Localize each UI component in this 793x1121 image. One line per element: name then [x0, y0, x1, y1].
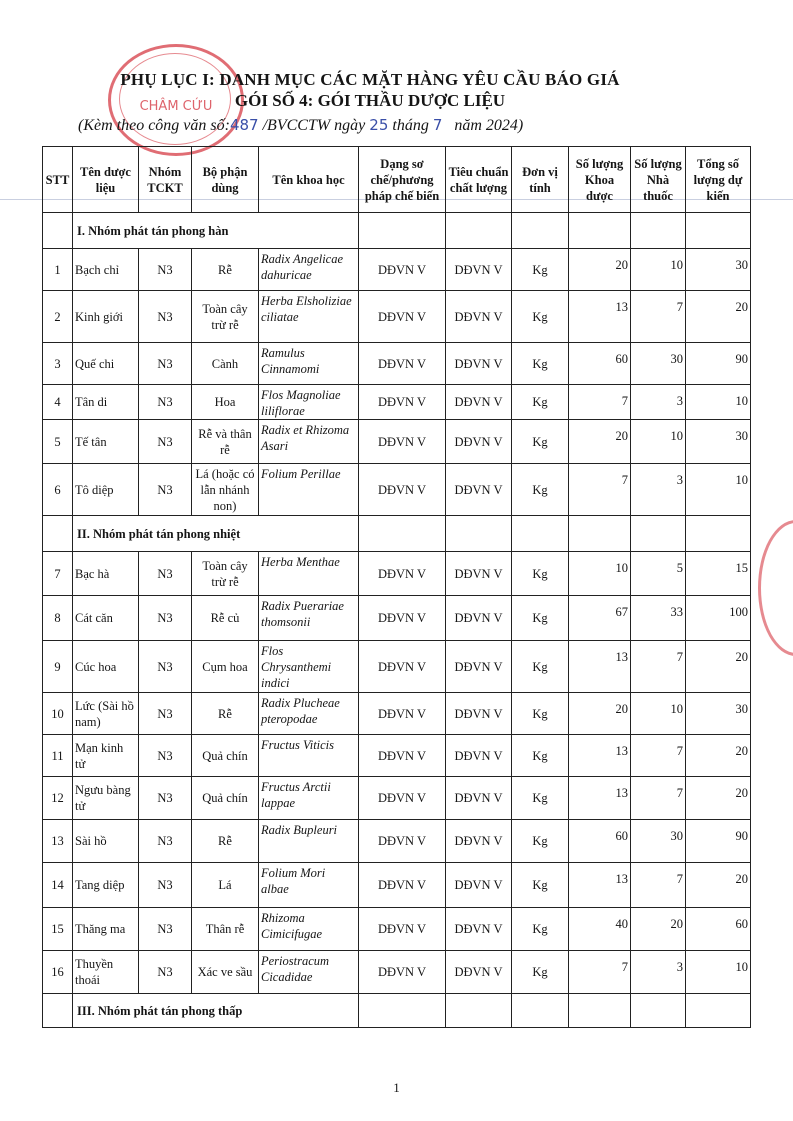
group-label: III. Nhóm phát tán phong thấp	[73, 994, 359, 1028]
cell-proc: DĐVN V	[359, 820, 446, 863]
day-value: 25	[369, 116, 389, 134]
cell-part: Lá	[192, 863, 259, 908]
cell-sci: Radix Bupleuri	[259, 820, 359, 863]
cell-total: 30	[686, 420, 751, 464]
cell-stt: 7	[43, 552, 73, 596]
cell-part: Thân rễ	[192, 908, 259, 951]
cell-part: Lá (hoặc có lẫn nhánh non)	[192, 464, 259, 516]
cell-part: Toàn cây trừ rễ	[192, 552, 259, 596]
cell-stt: 11	[43, 735, 73, 777]
group-row	[43, 994, 751, 1028]
cell-part: Rễ và thân rễ	[192, 420, 259, 464]
cell-nt: 10	[631, 420, 686, 464]
cell-stt: 16	[43, 951, 73, 994]
cell-unit: Kg	[512, 249, 569, 291]
col-header: Tên khoa học	[259, 147, 359, 213]
cell-part: Toàn cây trừ rễ	[192, 291, 259, 343]
cell-sci: Radix Angelicae dahuricae	[259, 249, 359, 291]
cell-std: DĐVN V	[446, 641, 512, 693]
cell-unit: Kg	[512, 291, 569, 343]
table-row	[43, 343, 751, 385]
cell-stt: 2	[43, 291, 73, 343]
cell-sci: Radix et Rhizoma Asari	[259, 420, 359, 464]
cell-name: Tô diệp	[73, 464, 139, 516]
cell-std: DĐVN V	[446, 420, 512, 464]
cell-nt: 7	[631, 777, 686, 820]
cell-nt: 33	[631, 596, 686, 641]
cell-total: 30	[686, 249, 751, 291]
cell-stt: 14	[43, 863, 73, 908]
cell-proc: DĐVN V	[359, 951, 446, 994]
cell-nt: 30	[631, 820, 686, 863]
table-row	[43, 596, 751, 641]
cell-name: Thuyền thoái	[73, 951, 139, 994]
table-row	[43, 249, 751, 291]
table-row	[43, 863, 751, 908]
cell-total: 20	[686, 291, 751, 343]
cell-kd: 13	[569, 863, 631, 908]
cell-total: 20	[686, 735, 751, 777]
red-seal-stamp: CHÂM CỨU	[108, 44, 244, 156]
document-reference: (Kèm theo công văn số:487 /BVCCTW ngày 25 tháng 7 năm 2024)	[78, 116, 524, 134]
cell-proc: DĐVN V	[359, 464, 446, 516]
cell-kd: 13	[569, 777, 631, 820]
table-header-row	[43, 147, 751, 213]
group-row	[43, 213, 751, 249]
cell-unit: Kg	[512, 385, 569, 420]
cell-stt: 3	[43, 343, 73, 385]
cell-sci: Periostracum Cicadidae	[259, 951, 359, 994]
cell-grp: N3	[139, 249, 192, 291]
cell-grp: N3	[139, 951, 192, 994]
cell-proc: DĐVN V	[359, 291, 446, 343]
cell-part: Rễ	[192, 820, 259, 863]
cell-total: 15	[686, 552, 751, 596]
cell-grp: N3	[139, 735, 192, 777]
cell-name: Bạch chỉ	[73, 249, 139, 291]
cell-name: Tế tân	[73, 420, 139, 464]
cell-kd: 13	[569, 735, 631, 777]
cell-total: 10	[686, 385, 751, 420]
cell-kd: 20	[569, 693, 631, 735]
cell-name: Cát căn	[73, 596, 139, 641]
cell-stt: 6	[43, 464, 73, 516]
cell-unit: Kg	[512, 735, 569, 777]
cell-std: DĐVN V	[446, 596, 512, 641]
title-line-1: PHỤ LỤC I: DANH MỤC CÁC MẶT HÀNG YÊU CẦU BÁO GIÁ	[120, 70, 620, 89]
cell-name: Tang diệp	[73, 863, 139, 908]
cell-kd: 7	[569, 464, 631, 516]
cell-proc: DĐVN V	[359, 249, 446, 291]
cell-std: DĐVN V	[446, 908, 512, 951]
cell-kd: 20	[569, 420, 631, 464]
cell-grp: N3	[139, 863, 192, 908]
cell-unit: Kg	[512, 464, 569, 516]
cell-proc: DĐVN V	[359, 343, 446, 385]
group-label: II. Nhóm phát tán phong nhiệt	[73, 516, 359, 552]
table-row	[43, 735, 751, 777]
items-table	[42, 146, 751, 1028]
cell-kd: 7	[569, 385, 631, 420]
cell-unit: Kg	[512, 693, 569, 735]
cell-stt: 1	[43, 249, 73, 291]
cell-grp: N3	[139, 343, 192, 385]
cell-std: DĐVN V	[446, 820, 512, 863]
cell-name: Lức (Sài hồ nam)	[73, 693, 139, 735]
cell-unit: Kg	[512, 420, 569, 464]
cell-unit: Kg	[512, 552, 569, 596]
cell-unit: Kg	[512, 908, 569, 951]
table-row	[43, 777, 751, 820]
cell-proc: DĐVN V	[359, 420, 446, 464]
cell-total: 10	[686, 464, 751, 516]
cell-unit: Kg	[512, 596, 569, 641]
cell-proc: DĐVN V	[359, 552, 446, 596]
cell-grp: N3	[139, 385, 192, 420]
cell-part: Hoa	[192, 385, 259, 420]
col-header: Số lượng Khoa dược	[569, 147, 631, 213]
cell-total: 90	[686, 820, 751, 863]
col-header: STT	[43, 147, 73, 213]
cell-proc: DĐVN V	[359, 735, 446, 777]
table-row	[43, 291, 751, 343]
col-header: Nhóm TCKT	[139, 147, 192, 213]
cell-kd: 13	[569, 291, 631, 343]
group-label: I. Nhóm phát tán phong hàn	[73, 213, 359, 249]
cell-kd: 60	[569, 343, 631, 385]
cell-std: DĐVN V	[446, 693, 512, 735]
cell-name: Ngưu bàng tử	[73, 777, 139, 820]
cell-std: DĐVN V	[446, 291, 512, 343]
cell-kd: 67	[569, 596, 631, 641]
col-header: Dạng sơ chế/phương pháp chế biến	[359, 147, 446, 213]
table-row	[43, 693, 751, 735]
cell-unit: Kg	[512, 820, 569, 863]
cell-proc: DĐVN V	[359, 908, 446, 951]
cell-proc: DĐVN V	[359, 777, 446, 820]
cell-std: DĐVN V	[446, 863, 512, 908]
col-header: Tên dược liệu	[73, 147, 139, 213]
col-header: Bộ phận dùng	[192, 147, 259, 213]
cell-kd: 20	[569, 249, 631, 291]
cell-grp: N3	[139, 820, 192, 863]
cell-sci: Flos Magnoliae liliflorae	[259, 385, 359, 420]
cell-std: DĐVN V	[446, 951, 512, 994]
cell-name: Thăng ma	[73, 908, 139, 951]
cell-grp: N3	[139, 908, 192, 951]
cell-nt: 7	[631, 735, 686, 777]
cell-sci: Fructus Viticis	[259, 735, 359, 777]
cell-name: Bạc hà	[73, 552, 139, 596]
cell-std: DĐVN V	[446, 385, 512, 420]
cell-unit: Kg	[512, 863, 569, 908]
cell-nt: 20	[631, 908, 686, 951]
cell-stt: 10	[43, 693, 73, 735]
cell-grp: N3	[139, 464, 192, 516]
table-row	[43, 552, 751, 596]
cell-stt: 4	[43, 385, 73, 420]
cell-proc: DĐVN V	[359, 385, 446, 420]
col-header: Tổng số lượng dự kiến	[686, 147, 751, 213]
cell-nt: 3	[631, 464, 686, 516]
table-row	[43, 464, 751, 516]
col-header: Tiêu chuẩn chất lượng	[446, 147, 512, 213]
table-row	[43, 641, 751, 693]
cell-grp: N3	[139, 693, 192, 735]
cell-nt: 30	[631, 343, 686, 385]
cell-grp: N3	[139, 420, 192, 464]
cell-kd: 10	[569, 552, 631, 596]
cell-part: Cành	[192, 343, 259, 385]
cell-sci: Folium Perillae	[259, 464, 359, 516]
cell-sci: Flos Chrysanthemi indici	[259, 641, 359, 693]
cell-proc: DĐVN V	[359, 641, 446, 693]
cell-sci: Folium Mori albae	[259, 863, 359, 908]
cell-total: 30	[686, 693, 751, 735]
cell-nt: 3	[631, 385, 686, 420]
cell-std: DĐVN V	[446, 552, 512, 596]
cell-total: 90	[686, 343, 751, 385]
cell-kd: 13	[569, 641, 631, 693]
cell-part: Cụm hoa	[192, 641, 259, 693]
cell-unit: Kg	[512, 641, 569, 693]
cell-name: Kinh giới	[73, 291, 139, 343]
cell-proc: DĐVN V	[359, 693, 446, 735]
cell-grp: N3	[139, 777, 192, 820]
cell-name: Cúc hoa	[73, 641, 139, 693]
table-row	[43, 385, 751, 420]
cell-total: 60	[686, 908, 751, 951]
cell-nt: 7	[631, 863, 686, 908]
table-row	[43, 420, 751, 464]
cell-grp: N3	[139, 641, 192, 693]
cell-name: Sài hồ	[73, 820, 139, 863]
cell-grp: N3	[139, 291, 192, 343]
month-value: 7	[432, 116, 443, 134]
cell-std: DĐVN V	[446, 777, 512, 820]
cell-grp: N3	[139, 596, 192, 641]
cell-std: DĐVN V	[446, 249, 512, 291]
cell-stt: 15	[43, 908, 73, 951]
cell-sci: Herba Elsholiziae ciliatae	[259, 291, 359, 343]
cell-total: 100	[686, 596, 751, 641]
cell-total: 10	[686, 951, 751, 994]
cell-total: 20	[686, 777, 751, 820]
cell-nt: 5	[631, 552, 686, 596]
table-row	[43, 820, 751, 863]
doc-number: 487	[229, 116, 259, 134]
col-header: Đơn vị tính	[512, 147, 569, 213]
page-number: 1	[393, 1080, 400, 1095]
cell-name: Tân di	[73, 385, 139, 420]
col-header: Số lượng Nhà thuốc	[631, 147, 686, 213]
cell-stt: 12	[43, 777, 73, 820]
cell-sci: Radix Plucheae pteropodae	[259, 693, 359, 735]
cell-total: 20	[686, 641, 751, 693]
table-row	[43, 908, 751, 951]
cell-sci: Fructus Arctii lappae	[259, 777, 359, 820]
cell-std: DĐVN V	[446, 343, 512, 385]
cell-kd: 60	[569, 820, 631, 863]
cell-stt: 9	[43, 641, 73, 693]
cell-proc: DĐVN V	[359, 596, 446, 641]
group-row	[43, 516, 751, 552]
cell-nt: 10	[631, 249, 686, 291]
cell-proc: DĐVN V	[359, 863, 446, 908]
cell-sci: Ramulus Cinnamomi	[259, 343, 359, 385]
cell-name: Mạn kinh tử	[73, 735, 139, 777]
cell-nt: 7	[631, 291, 686, 343]
cell-std: DĐVN V	[446, 735, 512, 777]
cell-sci: Radix Puerariae thomsonii	[259, 596, 359, 641]
cell-total: 20	[686, 863, 751, 908]
cell-part: Rễ	[192, 249, 259, 291]
cell-nt: 7	[631, 641, 686, 693]
cell-sci: Rhizoma Cimicifugae	[259, 908, 359, 951]
title-line-2: GÓI SỐ 4: GÓI THẦU DƯỢC LIỆU	[234, 91, 506, 110]
cell-part: Quả chín	[192, 777, 259, 820]
cell-name: Quế chi	[73, 343, 139, 385]
cell-unit: Kg	[512, 343, 569, 385]
cell-part: Quả chín	[192, 735, 259, 777]
cell-stt: 13	[43, 820, 73, 863]
cell-kd: 40	[569, 908, 631, 951]
cell-nt: 10	[631, 693, 686, 735]
table-row	[43, 951, 751, 994]
cell-grp: N3	[139, 552, 192, 596]
cell-stt: 8	[43, 596, 73, 641]
cell-unit: Kg	[512, 777, 569, 820]
cell-kd: 7	[569, 951, 631, 994]
cell-nt: 3	[631, 951, 686, 994]
red-seal-edge	[758, 520, 793, 656]
cell-sci: Herba Menthae	[259, 552, 359, 596]
cell-unit: Kg	[512, 951, 569, 994]
cell-part: Rễ củ	[192, 596, 259, 641]
cell-part: Rễ	[192, 693, 259, 735]
cell-part: Xác ve sầu	[192, 951, 259, 994]
cell-stt: 5	[43, 420, 73, 464]
cell-std: DĐVN V	[446, 464, 512, 516]
